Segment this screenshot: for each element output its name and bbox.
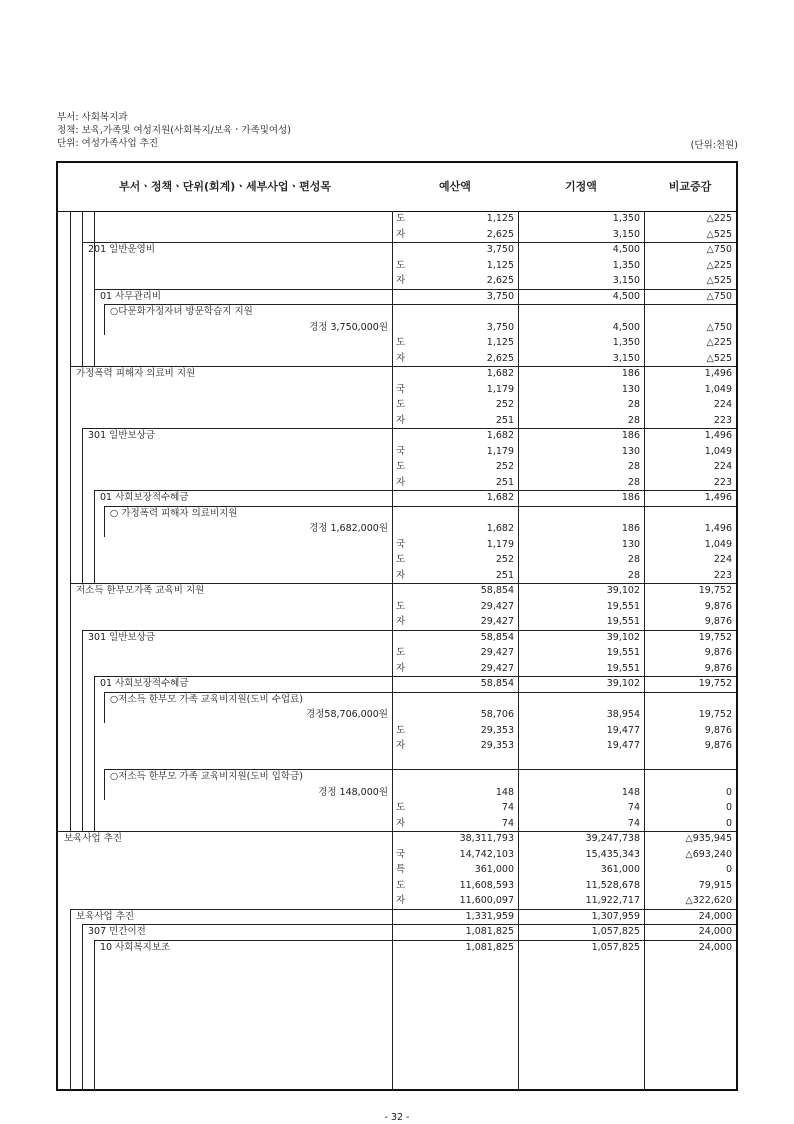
funding-source: 자 [396,476,406,488]
row-divider [82,242,736,243]
row-label: ○다문화가정자녀 방문학습지 지원 [110,306,253,317]
diff-value: △525 [706,228,732,240]
row-divider [104,506,736,507]
prev-value: 19,551 [606,662,640,674]
prev-value: 1,350 [612,213,640,224]
prev-value: 1,057,825 [591,926,640,937]
prev-value: 19,551 [606,600,640,612]
prev-value: 74 [627,817,640,829]
row-divider [70,909,736,910]
row-label: 201 일반운영비 [88,244,156,255]
prev-value: 186 [621,368,640,379]
funding-source: 자 [396,616,406,627]
diff-value: △225 [706,213,732,224]
funding-source: 자 [396,414,406,426]
prev-value: 28 [627,414,640,426]
budget-value: 29,427 [480,662,514,674]
prev-value: 19,551 [606,616,640,627]
prev-value: 19,477 [606,740,640,751]
budget-value: 29,427 [480,600,514,612]
budget-value: 29,353 [480,724,514,736]
budget-value: 14,742,103 [459,848,514,860]
prev-value: 15,435,343 [585,848,640,860]
funding-source: 도 [396,724,406,736]
prev-value: 11,922,717 [585,895,640,906]
funding-source: 도 [396,802,406,813]
diff-value: 1,496 [704,368,732,379]
budget-value: 361,000 [474,864,514,875]
budget-value: 252 [495,461,514,472]
funding-source: 특 [396,864,406,875]
budget-value: 38,311,793 [459,833,514,844]
budget-value: 1,081,825 [465,926,514,937]
diff-value: △525 [706,352,732,364]
budget-value: 1,179 [486,445,514,457]
prev-value: 39,102 [606,585,640,596]
diff-value: △525 [706,275,732,286]
diff-value: 223 [713,414,732,426]
prev-value: 38,954 [606,709,640,720]
funding-source: 국 [396,848,406,860]
funding-source: 자 [396,569,406,581]
row-divider [104,692,736,693]
diff-value: 1,049 [704,538,732,550]
diff-value: △225 [706,337,732,348]
level-line [94,211,95,366]
prev-value: 361,000 [600,864,640,875]
prev-value: 1,307,959 [591,910,640,922]
row-label: 301 일반보상금 [88,430,156,441]
budget-value: 58,854 [480,631,514,643]
diff-value: 224 [713,461,732,472]
budget-value: 58,706 [480,709,514,720]
budget-value: 252 [495,554,514,565]
funding-source: 국 [396,538,406,550]
header-diff: 비교증감 [668,180,712,193]
diff-value: 9,876 [704,647,732,658]
diff-value: 79,915 [698,879,732,891]
diff-value: 224 [713,399,732,410]
funding-source: 도 [396,213,406,224]
budget-value: 3,750 [486,321,514,333]
diff-value: 1,496 [704,523,732,534]
funding-source: 자 [396,817,406,829]
prev-value: 130 [621,538,640,550]
funding-source: 자 [396,352,406,364]
prev-value: 4,500 [612,244,640,255]
diff-value: 24,000 [698,926,732,937]
prev-value: 1,350 [612,259,640,271]
budget-table [56,161,738,1091]
budget-value: 74 [501,802,514,813]
budget-value: 1,125 [486,337,514,348]
funding-source: 국 [396,383,406,395]
diff-value: 19,752 [698,585,732,596]
table-header [58,163,736,212]
level-line [82,924,83,1089]
funding-source: 자 [396,740,406,751]
diff-value: 223 [713,569,732,581]
prev-value: 28 [627,554,640,565]
prev-value: 39,102 [606,631,640,643]
diff-value: 0 [725,817,732,829]
budget-value: 1,125 [486,213,514,224]
budget-value: 1,682 [486,492,514,503]
level-line [70,909,71,1090]
diff-value: 9,876 [704,740,732,751]
header-budget: 예산액 [439,180,471,193]
diff-value: △750 [706,290,732,302]
prev-value: 11,528,678 [585,879,640,891]
row-label: 301 일반보상금 [88,631,156,643]
prev-value: 39,247,738 [585,833,640,844]
diff-value: 1,496 [704,492,732,503]
diff-value: 1,496 [704,430,732,441]
budget-value: 2,625 [486,352,514,364]
diff-value: △693,240 [685,848,732,860]
budget-value: 3,750 [486,290,514,302]
row-label: 가정폭력 피해자 의료비 지원 [76,368,196,379]
diff-value: △225 [706,259,732,271]
level-line [94,676,95,831]
funding-source: 도 [396,399,406,410]
level-line [104,304,105,335]
row-divider [82,924,736,925]
prev-value: 4,500 [612,290,640,302]
prev-value: 1,350 [612,337,640,348]
budget-value: 1,682 [486,430,514,441]
prev-value: 19,477 [606,724,640,736]
level-line [104,506,105,537]
row-divider [70,583,736,584]
prev-value: 148 [621,786,640,798]
budget-value: 251 [495,476,514,488]
row-detail: 경정 1,682,000원 [309,523,388,534]
row-divider [82,428,736,429]
row-label: 01 사무관리비 [100,290,161,302]
row-detail: 경정 148,000원 [318,786,388,798]
prev-value: 39,102 [606,678,640,689]
budget-value: 1,331,959 [465,910,514,922]
row-divider [82,630,736,631]
diff-value: 1,049 [704,445,732,457]
level-line [70,211,71,366]
funding-source: 자 [396,275,406,286]
row-divider [94,490,736,491]
row-divider [70,366,736,367]
prev-value: 130 [621,383,640,395]
budget-value: 1,179 [486,383,514,395]
funding-source: 도 [396,337,406,348]
level-line [82,630,83,832]
diff-value: 19,752 [698,631,732,643]
prev-value: 4,500 [612,321,640,333]
header-prev: 기정액 [565,180,597,193]
prev-value: 19,551 [606,647,640,658]
row-label: 01 사회보장적수혜금 [100,492,189,503]
level-line [82,211,83,366]
budget-value: 1,081,825 [465,941,514,953]
prev-value: 28 [627,569,640,581]
diff-value: 9,876 [704,600,732,612]
prev-value: 130 [621,445,640,457]
level-line [104,692,105,723]
budget-value: 11,600,097 [459,895,514,906]
policy-line: 정책: 보육,가족및 여성지원(사회복지/보육ㆍ가족및여성) [57,125,291,136]
prev-value: 74 [627,802,640,813]
funding-source: 자 [396,228,406,240]
diff-value: 1,049 [704,383,732,395]
funding-source: 도 [396,461,406,472]
row-divider [94,676,736,677]
diff-value: 0 [725,786,732,798]
row-label: 보육사업 추진 [64,833,123,844]
row-label: ○저소득 한부모 가족 교육비지원(도비 수업료) [110,693,303,705]
row-label: ○저소득 한부모 가족 교육비지원(도비 입학금) [110,771,303,782]
diff-value: 0 [725,802,732,813]
dept-line: 부서: 사회복지과 [57,112,128,123]
row-label: 307 민간이전 [88,926,146,937]
row-detail: 경정58,706,000원 [306,709,388,720]
budget-value: 29,427 [480,616,514,627]
budget-value: 29,353 [480,740,514,751]
diff-value: △322,620 [685,895,732,906]
prev-value: 3,150 [612,228,640,240]
diff-value: 0 [725,864,732,875]
diff-value: △750 [706,321,732,333]
diff-value: 24,000 [698,941,732,953]
row-divider [94,289,736,290]
budget-value: 11,608,593 [459,879,514,891]
row-label: 저소득 한부모가족 교육비 지원 [76,585,205,596]
level-line [94,940,95,1090]
budget-value: 1,179 [486,538,514,550]
row-detail: 경정 3,750,000원 [309,321,388,333]
row-label: ○ 가정폭력 피해자 의료비지원 [110,507,238,519]
diff-value: 19,752 [698,678,732,689]
budget-value: 74 [501,817,514,829]
prev-value: 28 [627,399,640,410]
prev-value: 3,150 [612,275,640,286]
diff-value: 9,876 [704,616,732,627]
diff-value: △750 [706,244,732,255]
budget-value: 252 [495,399,514,410]
level-line [94,490,95,583]
budget-value: 58,854 [480,678,514,689]
budget-value: 2,625 [486,228,514,240]
budget-value: 29,427 [480,647,514,658]
budget-value: 3,750 [486,244,514,255]
funding-source: 도 [396,600,406,612]
level-line [82,428,83,583]
page-number: - 32 - [384,1112,410,1123]
row-divider [58,831,736,832]
funding-source: 자 [396,895,406,906]
level-line [70,366,71,831]
budget-value: 1,125 [486,259,514,271]
row-label: 01 사회보장적수혜금 [100,678,189,689]
diff-value: 223 [713,476,732,488]
row-divider [104,304,736,305]
diff-value: 9,876 [704,724,732,736]
diff-value: 19,752 [698,709,732,720]
funding-source: 도 [396,259,406,271]
prev-value: 3,150 [612,352,640,364]
row-divider [104,769,736,770]
unit-line: 단위: 여성가족사업 추진 [57,138,159,149]
prev-value: 28 [627,461,640,472]
row-label: 10 사회복지보조 [100,941,171,953]
budget-value: 251 [495,569,514,581]
prev-value: 28 [627,476,640,488]
funding-source: 도 [396,879,406,891]
prev-value: 186 [621,523,640,534]
diff-value: 224 [713,554,732,565]
prev-value: 1,057,825 [591,941,640,953]
budget-value: 148 [495,786,514,798]
funding-source: 도 [396,554,406,565]
row-divider [94,940,736,941]
level-line [104,769,105,800]
prev-value: 186 [621,492,640,503]
funding-source: 자 [396,662,406,674]
budget-value: 2,625 [486,275,514,286]
budget-value: 58,854 [480,585,514,596]
prev-value: 186 [621,430,640,441]
row-label: 보육사업 추진 [76,910,135,922]
funding-source: 도 [396,647,406,658]
budget-value: 1,682 [486,368,514,379]
diff-value: △935,945 [685,833,732,844]
diff-value: 24,000 [698,910,732,922]
budget-value: 251 [495,414,514,426]
budget-value: 1,682 [486,523,514,534]
diff-value: 9,876 [704,662,732,674]
funding-source: 국 [396,445,406,457]
unit-note: (단위:천원) [690,140,738,151]
header-category: 부서ㆍ정책ㆍ단위(회계)ㆍ세부사업ㆍ편성목 [119,180,331,193]
